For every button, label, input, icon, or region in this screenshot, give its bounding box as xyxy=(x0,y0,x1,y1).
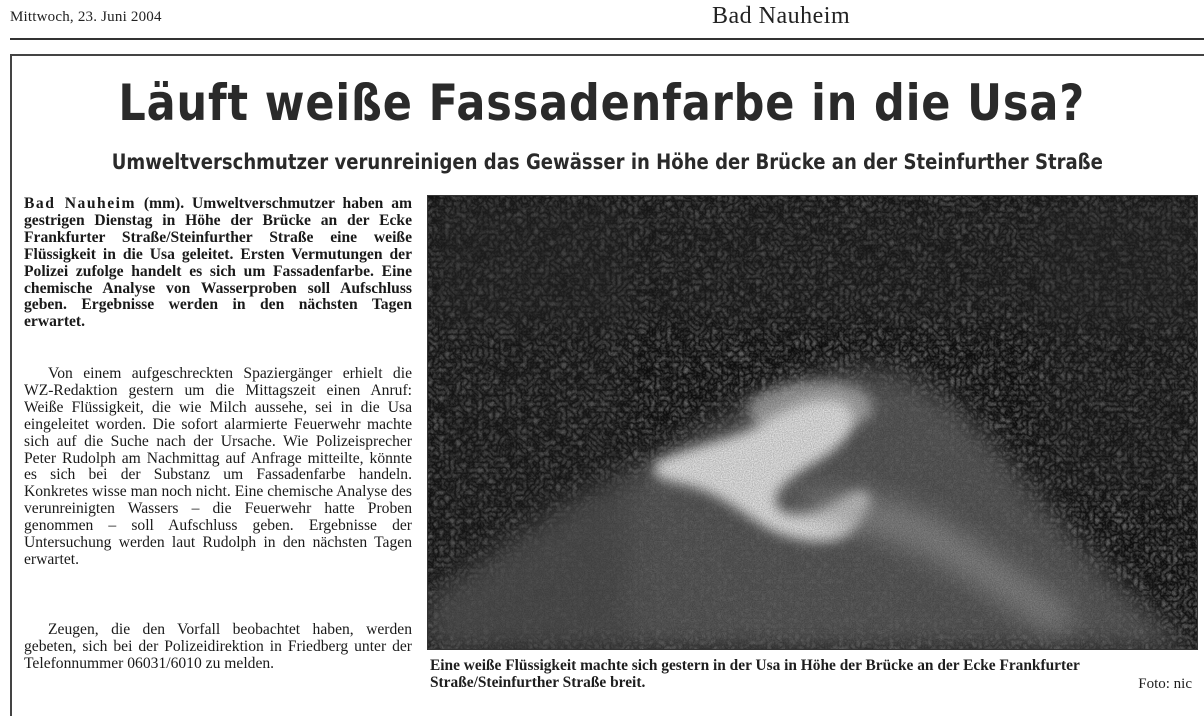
lead-text: (mm). Umweltverschmutzer haben am gestrigen Dienstag in Höhe der Brücke an der Ecke Frankfurter Straße/Steinfurther Straße eine weiße Flüssigkeit in die Usa geleitet. Ersten Vermutungen der Polizei zufolge handelt es sich um Fassadenfarbe. Eine chemische Analyse von Wasserproben soll Aufschluss geben. Ergebnisse werden in den nächsten Tagen erwartet. xyxy=(24,195,412,331)
article-headline: Läuft weiße Fassadenfarbe in die Usa? xyxy=(118,74,1086,132)
article-subheadline: Umweltverschmutzer verunreinigen das Gewässer in Höhe der Brücke an der Steinfurther Straße xyxy=(111,150,1103,174)
article-paragraph: Zeugen, die den Vorfall beobachtet haben, werden gebeten, sich bei der Polizeidirektion in Friedberg unter der Telefonnummer 06031/6010 zu melden. xyxy=(24,621,412,672)
section-title: Bad Nauheim xyxy=(712,3,851,29)
photo-credit: Foto: nic xyxy=(1138,676,1192,692)
photo-caption: Eine weiße Flüssigkeit machte sich gestern in der Usa in Höhe der Brücke an der Ecke Frankfurter Straße/Steinfurther Straße breit. xyxy=(430,657,1080,691)
issue-date: Mittwoch, 23. Juni 2004 xyxy=(10,9,162,25)
article-lead xyxy=(24,196,412,331)
river-photo xyxy=(427,195,1198,650)
lead-city: Bad Nauheim xyxy=(24,195,136,212)
article-paragraph: Von einem aufgeschreckten Spaziergänger erhielt die WZ-Redaktion gestern um die Mittagszeit einen Anruf: Weiße Flüssigkeit, die wie Milch aussehe, sei in die Usa eingeleitet worden. Die sofort alarmierte Feuerwehr machte sich auf die Suche nach der Ursache. Wie Polizeisprecher Peter Rudolph am Nachmittag auf Anfrage mitteilte, könnte es sich bei der Substanz um Fassadenfarbe handeln. Konkretes wisse man noch nicht. Eine chemische Analyse des verunreinigten Wassers – die Feuerwehr hatte Proben genommen – soll Aufschluss geben. Ergebnisse der Untersuchung werden laut Rudolph in den nächsten Tagen erwartet. xyxy=(24,365,412,568)
masthead-divider xyxy=(10,38,1204,40)
